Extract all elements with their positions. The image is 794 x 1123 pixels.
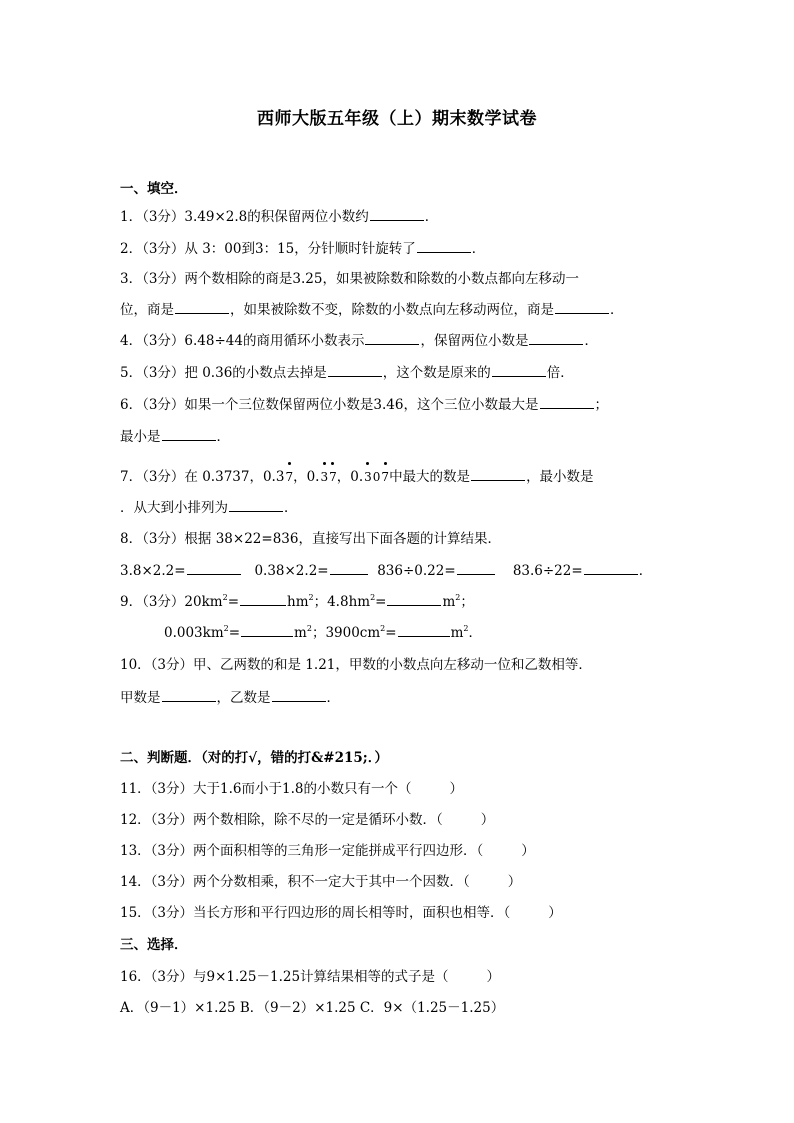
answer-blank[interactable] bbox=[529, 332, 583, 345]
answer-blank[interactable] bbox=[241, 624, 293, 637]
question-7-cont: ．从大到小排列为 ． bbox=[120, 500, 298, 516]
section-true-false-heading: 二、判断题．（对的打√，错的打&#215;．） bbox=[120, 750, 389, 766]
question-15: 15．（3分）当长方形和平行四边形的周长相等时，面积也相等．（ ） bbox=[120, 905, 562, 921]
answer-blank[interactable] bbox=[540, 396, 594, 409]
repeating-decimal: 3 0 7 bbox=[363, 462, 389, 486]
section-multiple-choice-heading: 三、选择． bbox=[120, 937, 188, 953]
answer-blank[interactable] bbox=[492, 364, 546, 377]
question-text: 9．（3分）20km bbox=[120, 594, 223, 610]
question-text: 16．（3分）与9×1.25－1.25计算结果相等的式子是（ bbox=[120, 969, 449, 985]
question-text: 15．（3分）当长方形和平行四边形的周长相等时，面积也相等．（ bbox=[120, 905, 511, 921]
question-text: 8．（3分）根据 38×22=836，直接写出下面各题的计算结果． bbox=[120, 531, 501, 547]
question-3-cont: 位，商是 ，如果被除数不变，除数的小数点向左移动两位，商是 ． bbox=[120, 302, 624, 318]
answer-blank[interactable] bbox=[370, 208, 424, 221]
answer-blank[interactable] bbox=[175, 301, 229, 314]
answer-blank[interactable] bbox=[398, 624, 450, 637]
question-16: 16．（3分）与9×1.25－1.25计算结果相等的式子是（ ） bbox=[120, 969, 501, 985]
question-3 bbox=[120, 270, 680, 288]
question-2: 2．（3分）从 3：00到3：15，分针顺时针旋转了 ． bbox=[120, 241, 486, 257]
question-text: 2．（3分）从 3：00到3：15，分针顺时针旋转了 bbox=[120, 241, 416, 257]
page-title: 西师大版五年级（上）期末数学试卷 bbox=[257, 109, 537, 129]
repeating-decimal: 7 bbox=[284, 462, 293, 486]
question-text: 11．（3分）大于1.6而小于1.8的小数只有一个（ bbox=[120, 781, 412, 797]
question-text: 14．（3分）两个分数相乘，积不一定大于其中一个因数．（ bbox=[120, 874, 470, 890]
question-13: 13．（3分）两个面积相等的三角形一定能拼成平行四边形．（ ） bbox=[120, 843, 535, 859]
question-text: 12．（3分）两个数相除，除不尽的一定是循环小数．（ bbox=[120, 812, 443, 828]
question-9-cont: $0.003km^2= m^2$；$3900cm^2= m^2$． bbox=[164, 624, 482, 641]
answer-blank[interactable] bbox=[330, 562, 368, 575]
question-6-cont: 最小是 ． bbox=[120, 429, 230, 445]
question-text: 5．（3分）把 0.36的小数点去掉是 bbox=[120, 365, 327, 381]
section-fill-blank-heading: 一、填空． bbox=[120, 181, 188, 197]
question-16-options[interactable]: A．（9－1）×1.25 B．（9－2）×1.25 C．9×（1.25－1.25） bbox=[120, 1000, 505, 1016]
question-text: 4．（3分）6.48÷44的商用循环小数表示 bbox=[120, 333, 365, 349]
answer-blank[interactable] bbox=[229, 499, 283, 512]
answer-blank[interactable] bbox=[272, 689, 326, 702]
answer-blank[interactable] bbox=[555, 301, 609, 314]
answer-blank[interactable] bbox=[328, 364, 382, 377]
question-text: 7．（3分）在 0.3737，0.3 bbox=[120, 469, 285, 485]
question-10-cont: 甲数是 ，乙数是 ． bbox=[120, 690, 340, 706]
question-12: 12．（3分）两个数相除，除不尽的一定是循环小数．（ ） bbox=[120, 812, 495, 828]
question-text: 1．（3分）3.49×2.8的积保留两位小数约 bbox=[120, 209, 369, 225]
question-9: 9．（3分）$20km^2= hm^2$；$4.8hm^2= m^2$； bbox=[120, 593, 474, 610]
question-11: 11．（3分）大于1.6而小于1.8的小数只有一个（ ） bbox=[120, 781, 463, 797]
question-8-exprs: 3.8×2.2= 0.38×2.2= 836÷0.22= 83.6÷22= ． bbox=[120, 563, 653, 579]
question-4: 4．（3分）6.48÷44的商用循环小数表示 ，保留两位小数是 ． bbox=[120, 333, 598, 349]
answer-blank[interactable] bbox=[471, 468, 525, 481]
question-text: 6．（3分）如果一个三位数保留两位小数是3.46，这个三位小数最大是 bbox=[120, 397, 539, 413]
repeating-decimal: 3 7 bbox=[319, 462, 336, 486]
question-1: 1．（3分）3.49×2.8的积保留两位小数约 ． bbox=[120, 209, 439, 225]
answer-blank[interactable] bbox=[417, 240, 471, 253]
question-5: 5．（3分）把 0.36的小数点去掉是 ，这个数是原来的 倍． bbox=[120, 365, 574, 381]
answer-blank[interactable] bbox=[457, 562, 495, 575]
answer-blank[interactable] bbox=[365, 332, 419, 345]
answer-blank[interactable] bbox=[387, 593, 441, 606]
question-7: 7．（3分）在 0.3737，0.3 7 ，0. 3 7 ，0. 3 0 7 中最大的数是 ，最小数是 bbox=[120, 462, 680, 486]
question-14: 14．（3分）两个分数相乘，积不一定大于其中一个因数．（ ） bbox=[120, 874, 522, 890]
answer-blank[interactable] bbox=[187, 562, 241, 575]
answer-blank[interactable] bbox=[162, 428, 216, 441]
question-text: 3．（3分）两个数相除的商是3.25，如果被除数和除数的小数点都向左移动一 bbox=[120, 271, 579, 287]
question-text: 10．（3分）甲、乙两数的和是 1.21，甲数的小数点向左移动一位和乙数相等． bbox=[120, 657, 592, 673]
answer-blank[interactable] bbox=[584, 562, 638, 575]
question-6: 6．（3分）如果一个三位数保留两位小数是3.46，这个三位小数最大是 ； bbox=[120, 397, 608, 413]
answer-blank[interactable] bbox=[162, 689, 216, 702]
question-10 bbox=[120, 656, 680, 674]
question-text: 13．（3分）两个面积相等的三角形一定能拼成平行四边形．（ bbox=[120, 843, 484, 859]
question-8 bbox=[120, 530, 680, 548]
answer-blank[interactable] bbox=[240, 593, 286, 606]
